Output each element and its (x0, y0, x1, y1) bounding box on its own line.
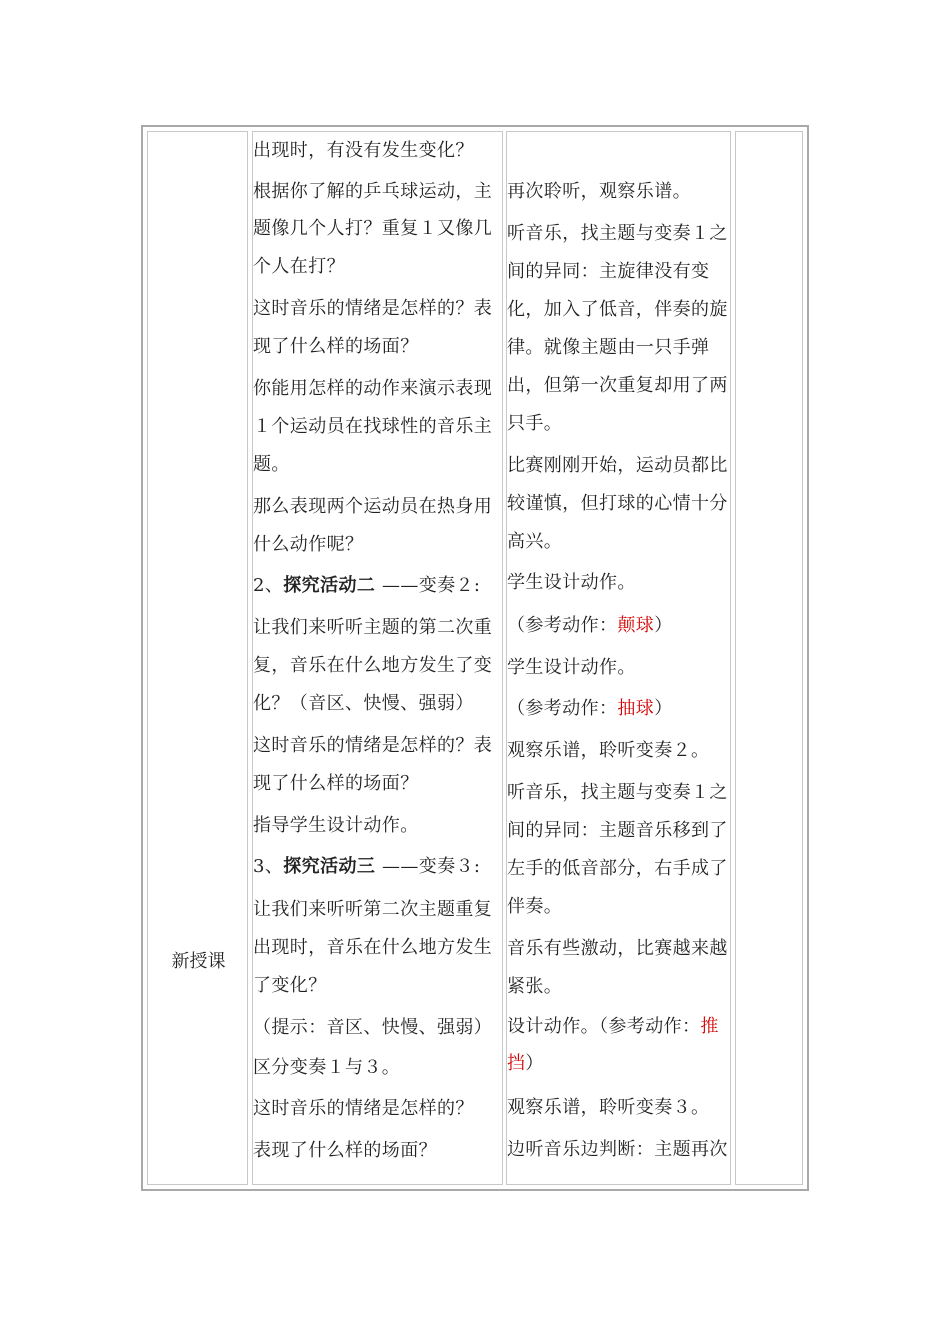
teacher-line: 出现时，有没有发生变化？ (253, 140, 474, 161)
student-line: 间的异同：主题音乐移到了 (507, 820, 728, 841)
teacher-line: １个运动员在找球性的音乐主 (253, 416, 493, 437)
teacher-line: 个人在打？ (253, 256, 345, 277)
student-line: 较谨慎，但打球的心情十分 (507, 493, 728, 514)
student-line: 比赛刚刚开始，运动员都比 (507, 455, 728, 476)
student-line: （参考动作：颠球） (507, 615, 673, 636)
student-line: 高兴。 (507, 531, 563, 552)
teacher-line: 3、探究活动三 ——变奏３: (253, 856, 481, 877)
reference-action: 推 (700, 1016, 719, 1037)
student-line: 化，加入了低音，伴奏的旋 (507, 299, 728, 320)
student-line: 听音乐，找主题与变奏１之 (507, 782, 728, 803)
student-activity-column (506, 131, 731, 1185)
teacher-line: 化？（音区、快慢、强弱） (253, 693, 474, 714)
teacher-line: 了变化？ (253, 975, 327, 996)
student-line: 边听音乐边判断：主题再次 (507, 1139, 728, 1160)
student-line: 再次聆听，观察乐谱。 (507, 181, 691, 202)
teacher-line: 这时音乐的情绪是怎样的？表 (253, 735, 493, 756)
student-line: 学生设计动作。 (507, 657, 636, 678)
student-line: 律。就像主题由一只手弹 (507, 337, 710, 358)
reference-action: 挡 (507, 1053, 526, 1074)
activity-heading: 探究活动三 (283, 856, 382, 877)
student-line: 观察乐谱，聆听变奏３。 (507, 1097, 710, 1118)
student-line: 挡） (507, 1053, 544, 1074)
teacher-line: 指导学生设计动作。 (253, 815, 419, 836)
teacher-line: 让我们来听听第二次主题重复 (253, 899, 493, 920)
teacher-line: 根据你了解的乒乓球运动，主 (253, 181, 493, 202)
reference-action: 抽球 (617, 698, 655, 719)
student-line: 设计动作。（参考动作：推 (507, 1016, 719, 1037)
teacher-line: 复，音乐在什么地方发生了变 (253, 655, 493, 676)
teacher-line: 什么动作呢？ (253, 534, 364, 555)
student-line: 观察乐谱，聆听变奏２。 (507, 740, 710, 761)
teacher-line: 现了什么样的场面？ (253, 336, 419, 357)
section-column (147, 131, 248, 1185)
teacher-line: 表现了什么样的场面？ (253, 1140, 437, 1161)
student-line: 学生设计动作。 (507, 572, 636, 593)
student-line: 紧张。 (507, 976, 563, 997)
teacher-line: 你能用怎样的动作来演示表现 (253, 378, 493, 399)
lesson-table (141, 125, 809, 1191)
reference-action: 颠球 (617, 615, 655, 636)
student-line: 音乐有些激动，比赛越来越 (507, 938, 728, 959)
student-line: 间的异同：主旋律没有变 (507, 261, 710, 282)
teacher-line: 这时音乐的情绪是怎样的？表 (253, 298, 493, 319)
teacher-line: 2、探究活动二 ——变奏２: (253, 575, 481, 596)
teacher-line: 区分变奏１与３。 (253, 1057, 401, 1078)
teacher-line: 这时音乐的情绪是怎样的？ (253, 1098, 474, 1119)
student-line: 出，但第一次重复却用了两 (507, 375, 728, 396)
activity-heading: 探究活动二 (283, 575, 382, 596)
student-line: 只手。 (507, 413, 563, 434)
section-label: 新授课 (171, 951, 226, 972)
student-line: 左手的低音部分，右手成了 (507, 858, 728, 879)
teacher-line: （提示：音区、快慢、强弱） (253, 1017, 493, 1038)
student-line: 听音乐，找主题与变奏１之 (507, 223, 728, 244)
student-line: （参考动作：抽球） (507, 698, 673, 719)
teacher-activity-column (252, 131, 503, 1185)
teacher-line: 出现时，音乐在什么地方发生 (253, 937, 493, 958)
teacher-line: 现了什么样的场面？ (253, 773, 419, 794)
teacher-line: 让我们来听听主题的第二次重 (253, 617, 493, 638)
teacher-line: 那么表现两个运动员在热身用 (253, 496, 493, 517)
notes-column (735, 131, 803, 1185)
student-line: 伴奏。 (507, 896, 563, 917)
teacher-line: 题。 (253, 454, 290, 475)
teacher-line: 题像几个人打？重复１又像几 (253, 218, 493, 239)
